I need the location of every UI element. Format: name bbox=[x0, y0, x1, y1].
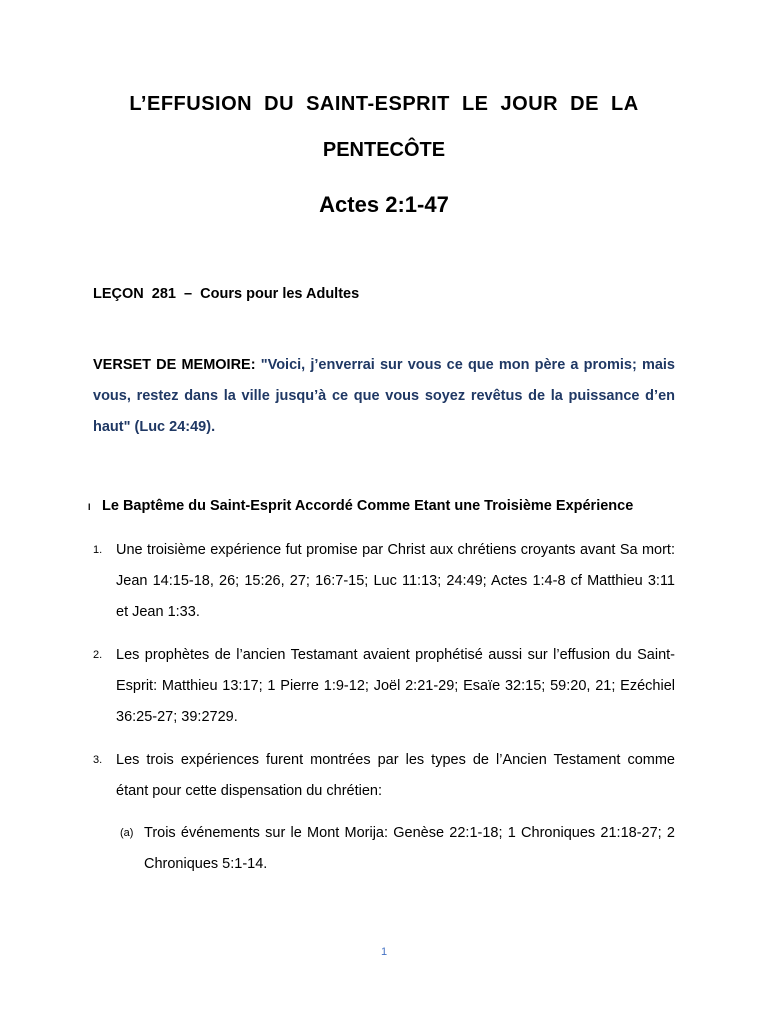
memory-verse-label: VERSET DE MEMOIRE: bbox=[93, 357, 256, 373]
list-item-number: 1. bbox=[93, 544, 103, 556]
memory-verse-text: "Voici, j’enverrai sur vous ce que mon père a promis; mais vous, restez dans la ville jusqu’à ce que vous soyez revêtus de la puissance d’en haut" bbox=[93, 357, 675, 435]
list-item-text: Les prophètes de l’ancien Testamant avaient prophétisé aussi sur l’effusion du Saint-Esprit: Matthieu 13:17; 1 Pierre 1:9-12; Joël 2:21-29; Esaïe 32:15; 59:20, 21; Ezéchiel 36:25-27; 39:2729. bbox=[116, 647, 675, 725]
section-heading bbox=[88, 496, 678, 517]
lesson-line: LEÇON 281 – Cours pour les Adultes bbox=[93, 286, 360, 302]
page-number: 1 bbox=[380, 946, 388, 958]
list-item-text: Les trois expériences furent montrées par les types de l’Ancien Testament comme étant pour cette dispensation du chrétien: bbox=[116, 752, 675, 799]
list-item-text: Une troisième expérience fut promise par Christ aux chrétiens croyants avant Sa mort: Jean 14:15-18, 26; 15:26, 27; 16:7-15; Luc 11:13; 24:49; Actes 1:4-8 cf Matthieu 3:11 et Jean 1:33. bbox=[116, 542, 675, 620]
sub-list-item-text: Trois événements sur le Mont Morija: Genèse 22:1-18; 1 Chroniques 21:18-27; 2 Chroniques 5:1-14. bbox=[144, 825, 675, 872]
memory-verse-reference: (Luc 24:49). bbox=[134, 419, 216, 435]
section-number: I bbox=[88, 502, 91, 512]
sub-list-item bbox=[120, 818, 675, 880]
list-item bbox=[93, 640, 675, 733]
list-item bbox=[93, 745, 675, 807]
list-item-number: 3. bbox=[93, 754, 103, 766]
section-heading-text: Le Baptême du Saint-Esprit Accordé Comme Etant une Troisième Expérience bbox=[102, 498, 634, 514]
list-item bbox=[93, 535, 675, 628]
list-item-number: 2. bbox=[93, 649, 103, 661]
scripture-reference-title: Actes 2:1-47 bbox=[319, 192, 449, 217]
document-title-line-2: PENTECÔTE bbox=[322, 139, 446, 161]
memory-verse bbox=[93, 350, 675, 443]
document-title-line-1: L’EFFUSION DU SAINT-ESPRIT LE JOUR DE LA bbox=[129, 93, 639, 115]
sub-list-item-number: (a) bbox=[120, 827, 134, 839]
